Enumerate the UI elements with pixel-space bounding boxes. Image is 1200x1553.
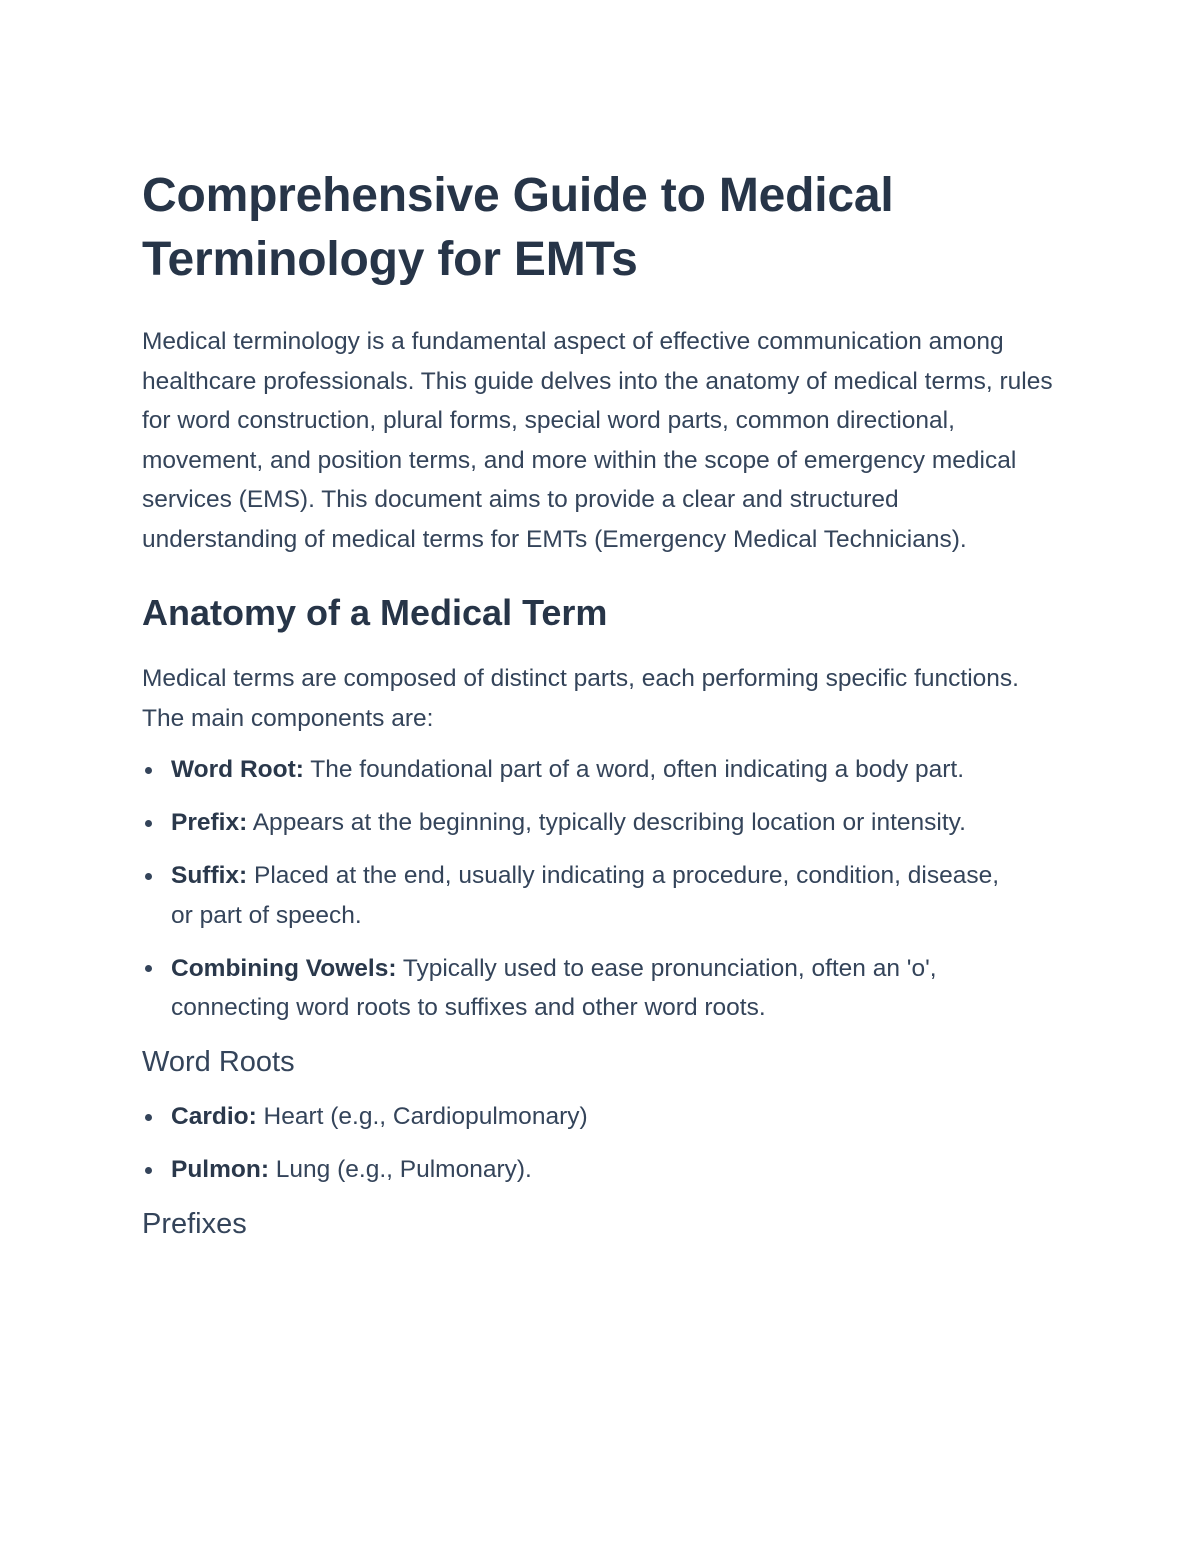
list-item-text: Lung (e.g., Pulmonary). <box>269 1156 532 1183</box>
list-item-term: Prefix: <box>171 809 248 836</box>
list-item-term: Combining Vowels: <box>171 954 397 982</box>
list-item-term: Pulmon: <box>171 1156 269 1183</box>
list-item <box>142 856 1021 935</box>
anatomy-intro-paragraph: Medical terms are composed of distinct parts, each performing specific functions. The main components are: <box>142 665 1019 732</box>
list-item-text: Typically used to ease pronunciation, often an 'o', connecting word roots to suffixes and other word roots. <box>171 954 937 1021</box>
intro-paragraph: Medical terminology is a fundamental aspect of effective communication among healthcare professionals. This guide delves into the anatomy of medical terms, rules for word construction, plural forms, special word parts, common directional, movement, and position terms, and more within the scope of emergency medical services (EMS). This document aims to provide a clear and structured understanding of medical terms for EMTs (Emergency Medical Technicians). <box>142 328 1053 553</box>
list-item-term: Word Root: <box>171 756 304 783</box>
list-item <box>142 1150 1021 1190</box>
list-item-text: Heart (e.g., Cardiopulmonary) <box>256 1103 588 1130</box>
list-item-text: The foundational part of a word, often indicating a body part. <box>303 756 965 783</box>
list-item <box>142 803 1021 843</box>
page-title: Comprehensive Guide to Medical Terminology for EMTs <box>142 169 894 286</box>
list-item-text: Appears at the beginning, typically describing location or intensity. <box>247 809 966 836</box>
list-item-term: Cardio: <box>171 1103 257 1130</box>
list-item-text: Placed at the end, usually indicating a procedure, condition, disease, or part of speech. <box>171 862 1000 929</box>
list-item <box>142 949 1021 1028</box>
list-item <box>142 1097 1021 1137</box>
subsection-heading-prefixes: Prefixes <box>142 1208 247 1240</box>
list-item <box>142 750 1021 790</box>
word-roots-list <box>142 1097 1060 1190</box>
section-heading-anatomy: Anatomy of a Medical Term <box>142 592 608 633</box>
anatomy-components-list <box>142 750 1060 1028</box>
subsection-heading-word-roots: Word Roots <box>142 1046 295 1078</box>
list-item-term: Suffix: <box>171 862 248 889</box>
